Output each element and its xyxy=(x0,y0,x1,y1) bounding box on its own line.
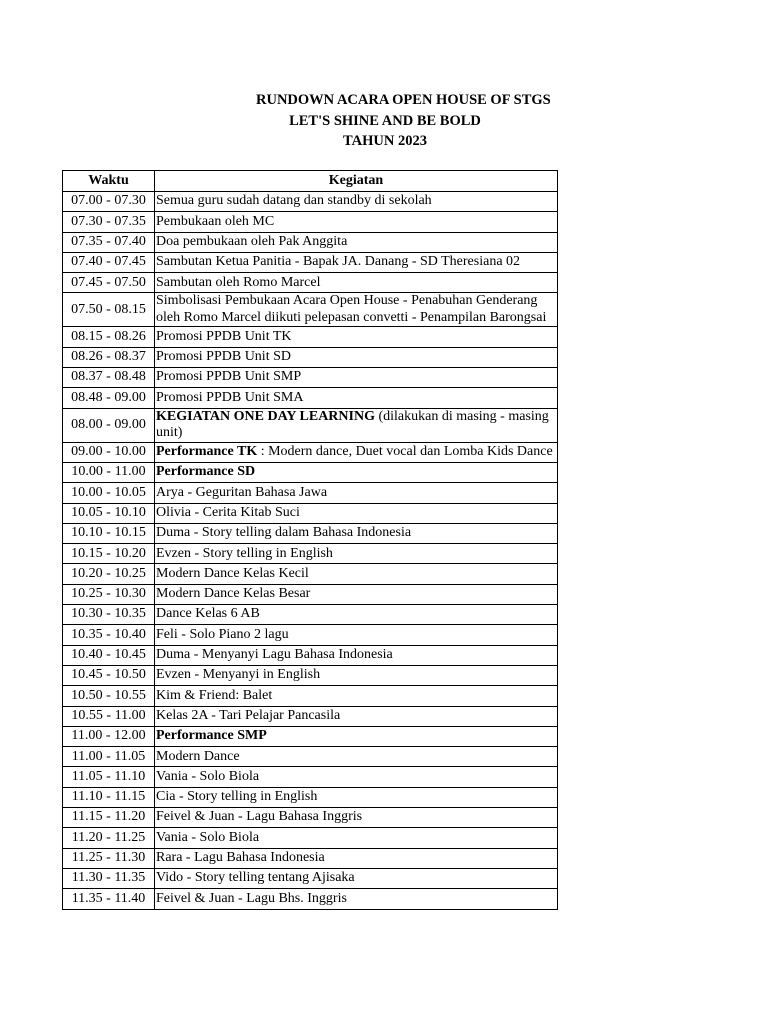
time-cell: 08.26 - 08.37 xyxy=(63,347,155,367)
table-row xyxy=(63,273,558,293)
time-cell: 09.00 - 10.00 xyxy=(63,442,155,462)
title-line-3: TAHUN 2023 xyxy=(343,133,427,149)
title-line-1: RUNDOWN ACARA OPEN HOUSE OF STGS xyxy=(256,92,551,108)
table-row xyxy=(63,625,558,645)
header-activity: Kegiatan xyxy=(155,171,558,192)
activity-heading: Performance SMP xyxy=(156,728,267,744)
table-row xyxy=(63,726,558,746)
time-cell: 11.10 - 11.15 xyxy=(63,787,155,807)
time-cell: 08.15 - 08.26 xyxy=(63,327,155,347)
activity-heading: Performance TK xyxy=(156,444,258,460)
activity-cell xyxy=(155,368,558,388)
time-cell: 10.50 - 10.55 xyxy=(63,686,155,706)
table-row xyxy=(63,747,558,767)
activity-cell xyxy=(155,686,558,706)
activity-text: (dilakukan di masing - masing unit) xyxy=(156,408,549,441)
activity-text: Vania - Solo Biola xyxy=(156,829,260,845)
time-cell: 11.00 - 11.05 xyxy=(63,747,155,767)
activity-cell xyxy=(155,868,558,888)
time-cell: 10.30 - 10.35 xyxy=(63,605,155,625)
table-row xyxy=(63,483,558,503)
time-cell: 10.00 - 10.05 xyxy=(63,483,155,503)
time-cell: 10.10 - 10.15 xyxy=(63,523,155,543)
activity-cell xyxy=(155,192,558,212)
table-row xyxy=(63,665,558,685)
time-cell: 10.20 - 10.25 xyxy=(63,564,155,584)
table-row xyxy=(63,605,558,625)
time-cell: 08.48 - 09.00 xyxy=(63,388,155,408)
table-row xyxy=(63,787,558,807)
activity-text: Dance Kelas 6 AB xyxy=(156,606,260,622)
activity-cell xyxy=(155,462,558,482)
activity-cell xyxy=(155,273,558,293)
table-row xyxy=(63,442,558,462)
table-row xyxy=(63,868,558,888)
activity-text: Vania - Solo Biola xyxy=(156,768,260,784)
time-cell: 11.35 - 11.40 xyxy=(63,889,155,909)
activity-heading: Performance SD xyxy=(156,464,256,480)
activity-cell xyxy=(155,327,558,347)
header-time: Waktu xyxy=(63,171,155,192)
activity-text: Kelas 2A - Tari Pelajar Pancasila xyxy=(156,707,341,723)
time-cell: 08.37 - 08.48 xyxy=(63,368,155,388)
activity-cell xyxy=(155,848,558,868)
activity-text: Feli - Solo Piano 2 lagu xyxy=(156,626,289,642)
time-cell: 10.35 - 10.40 xyxy=(63,625,155,645)
table-row xyxy=(63,293,558,327)
activity-cell xyxy=(155,726,558,746)
activity-cell xyxy=(155,625,558,645)
table-row xyxy=(63,564,558,584)
table-row xyxy=(63,645,558,665)
activity-heading: KEGIATAN ONE DAY LEARNING xyxy=(156,408,375,424)
activity-text: Sambutan oleh Romo Marcel xyxy=(156,274,321,290)
time-cell: 10.40 - 10.45 xyxy=(63,645,155,665)
rundown-table xyxy=(62,170,558,910)
activity-text: Modern Dance Kelas Besar xyxy=(156,586,311,602)
activity-cell xyxy=(155,584,558,604)
table-header-row xyxy=(63,171,558,192)
table-row xyxy=(63,808,558,828)
activity-text: Cia - Story telling in English xyxy=(156,789,318,805)
activity-text: Arya - Geguritan Bahasa Jawa xyxy=(156,484,328,500)
table-row xyxy=(63,767,558,787)
activity-cell xyxy=(155,808,558,828)
activity-text: Promosi PPDB Unit TK xyxy=(156,328,292,344)
table-row xyxy=(63,192,558,212)
activity-cell xyxy=(155,747,558,767)
table-row xyxy=(63,828,558,848)
activity-cell xyxy=(155,645,558,665)
activity-text: Feivel & Juan - Lagu Bahasa Inggris xyxy=(156,809,363,825)
activity-text: Rara - Lagu Bahasa Indonesia xyxy=(156,850,325,865)
time-cell: 11.30 - 11.35 xyxy=(63,868,155,888)
table-row xyxy=(63,327,558,347)
time-cell: 07.45 - 07.50 xyxy=(63,273,155,293)
activity-text: Promosi PPDB Unit SMP xyxy=(156,369,302,385)
activity-text: : Modern dance, Duet vocal dan Lomba Kids Dance xyxy=(257,444,553,460)
time-cell: 11.25 - 11.30 xyxy=(63,848,155,868)
activity-cell xyxy=(155,828,558,848)
table-row xyxy=(63,686,558,706)
time-cell: 08.00 - 09.00 xyxy=(63,408,155,442)
table-row xyxy=(63,544,558,564)
activity-cell xyxy=(155,665,558,685)
activity-text: Evzen - Story telling in English xyxy=(156,545,333,561)
activity-cell xyxy=(155,483,558,503)
activity-cell xyxy=(155,787,558,807)
table-row xyxy=(63,848,558,868)
activity-text: Olivia - Cerita Kitab Suci xyxy=(156,504,300,520)
activity-cell xyxy=(155,767,558,787)
activity-text: Semua guru sudah datang dan standby di sekolah xyxy=(156,193,432,209)
activity-text: Sambutan Ketua Panitia - Bapak JA. Danang - SD Theresiana 02 xyxy=(156,254,521,270)
activity-cell xyxy=(155,408,558,442)
activity-text: Feivel & Juan - Lagu Bhs. Inggris xyxy=(156,890,347,906)
activity-cell xyxy=(155,252,558,272)
activity-cell xyxy=(155,564,558,584)
table-row xyxy=(63,347,558,367)
table-row xyxy=(63,252,558,272)
activity-text: Modern Dance Kelas Kecil xyxy=(156,565,309,581)
activity-cell xyxy=(155,544,558,564)
activity-text: Evzen - Menyanyi in English xyxy=(156,667,321,683)
activity-text: Modern Dance xyxy=(156,748,240,764)
activity-text: Doa pembukaan oleh Pak Anggita xyxy=(156,233,348,249)
time-cell: 10.25 - 10.30 xyxy=(63,584,155,604)
activity-cell xyxy=(155,347,558,367)
activity-cell xyxy=(155,889,558,909)
activity-cell xyxy=(155,212,558,232)
table-row xyxy=(63,523,558,543)
activity-cell xyxy=(155,232,558,252)
activity-cell xyxy=(155,442,558,462)
time-cell: 10.55 - 11.00 xyxy=(63,706,155,726)
time-cell: 10.45 - 10.50 xyxy=(63,665,155,685)
table-row xyxy=(63,368,558,388)
time-cell: 07.50 - 08.15 xyxy=(63,293,155,327)
activity-text: Duma - Menyanyi Lagu Bahasa Indonesia xyxy=(156,647,393,663)
activity-cell xyxy=(155,503,558,523)
table-row xyxy=(63,212,558,232)
document-title xyxy=(210,90,560,152)
activity-cell xyxy=(155,523,558,543)
activity-cell xyxy=(155,388,558,408)
time-cell: 11.00 - 12.00 xyxy=(63,726,155,746)
time-cell: 11.05 - 11.10 xyxy=(63,767,155,787)
activity-text: Simbolisasi Pembukaan Acara Open House - Penabuhan Genderang oleh Romo Marcel diikuti pelepasan convetti - Penampilan Barongsai xyxy=(156,293,547,325)
activity-text: Duma - Story telling dalam Bahasa Indonesia xyxy=(156,525,412,541)
table-body xyxy=(63,192,558,910)
table-row xyxy=(63,889,558,909)
table-row xyxy=(63,503,558,523)
table-row xyxy=(63,388,558,408)
activity-text: Vido - Story telling tentang Ajisaka xyxy=(156,870,355,886)
table-row xyxy=(63,408,558,442)
time-cell: 07.30 - 07.35 xyxy=(63,212,155,232)
activity-text: Pembukaan oleh MC xyxy=(156,213,275,229)
activity-cell xyxy=(155,706,558,726)
activity-text: Promosi PPDB Unit SMA xyxy=(156,389,304,405)
activity-cell xyxy=(155,605,558,625)
title-line-2: LET'S SHINE AND BE BOLD xyxy=(289,112,481,129)
activity-text: Promosi PPDB Unit SD xyxy=(156,349,291,365)
activity-text: Kim & Friend: Balet xyxy=(156,687,273,703)
table-row xyxy=(63,584,558,604)
table-row xyxy=(63,232,558,252)
time-cell: 07.00 - 07.30 xyxy=(63,192,155,212)
activity-cell xyxy=(155,293,558,327)
time-cell: 10.00 - 11.00 xyxy=(63,462,155,482)
time-cell: 11.15 - 11.20 xyxy=(63,808,155,828)
table-row xyxy=(63,462,558,482)
time-cell: 10.05 - 10.10 xyxy=(63,503,155,523)
time-cell: 07.40 - 07.45 xyxy=(63,252,155,272)
time-cell: 11.20 - 11.25 xyxy=(63,828,155,848)
table-row xyxy=(63,706,558,726)
time-cell: 10.15 - 10.20 xyxy=(63,544,155,564)
time-cell: 07.35 - 07.40 xyxy=(63,232,155,252)
